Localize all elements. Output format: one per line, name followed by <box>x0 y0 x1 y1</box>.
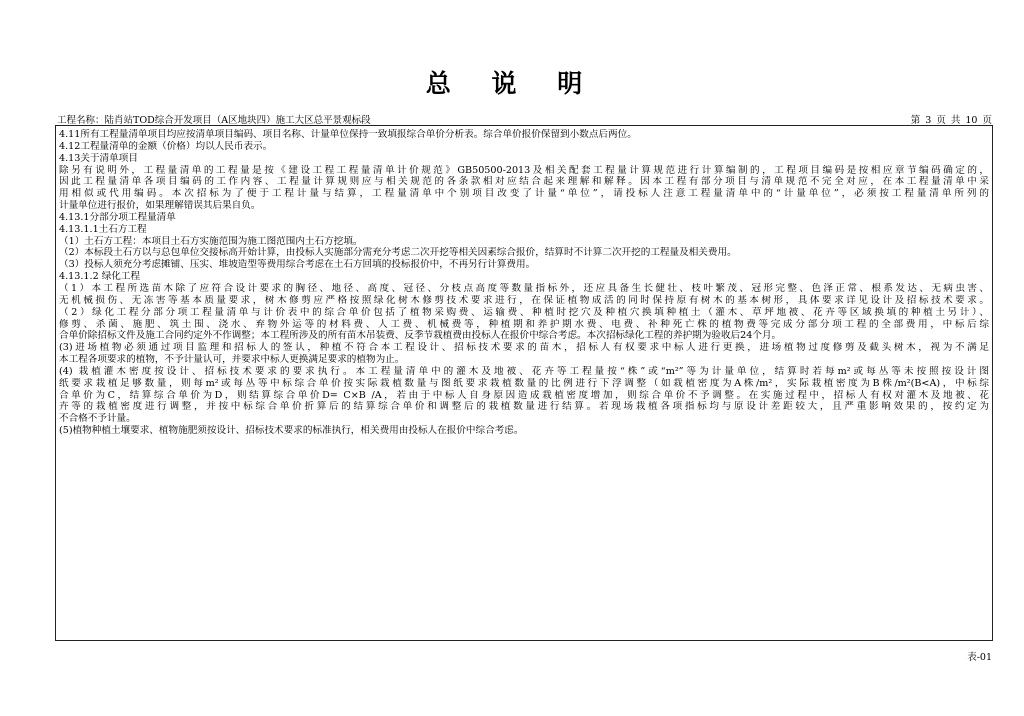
text-line: 用相似或代用编码。本次招标为了便于工程计量与结算，工程量清单中个别项目改变了计量“单位”，请投标人注意工程量清单中的“计量单位”，必须按工程量清单所列的 <box>59 188 989 200</box>
text-line: 纸要求栽植足够数量，则每m²或每丛等中标综合单价按实际栽植数量与图纸要求栽植数量的比例进行下浮调整（如栽植密度为A株/m²，实际栽植密度为B株/m²(B<A)，中标综 <box>59 377 989 389</box>
page-indicator: 第 3 页 共 10 页 <box>910 115 992 126</box>
text-line: (4) 栽植灌木密度按设计、招标技术要求的要求执行。本工程量清单中的灌木及地被、花卉等工程量按“株”或“m²”等为计量单位，结算时若每m²或每丛等未按照按设计图 <box>59 365 989 377</box>
text-line: 4.13.1.2 绿化工程 <box>59 271 141 283</box>
table-code: 表-01 <box>967 652 992 663</box>
project-name: 工程名称：陆肖站TOD综合开发项目（A区地块四）施工大区总平景观标段 <box>57 115 371 126</box>
text-line: （1）本工程所选苗木除了应符合设计要求的胸径、地径、高度、冠径、分枝点高度等数量指标外，还应具备生长健壮、枝叶繁茂、冠形完整、色泽正常、根系发达、无病虫害、 <box>59 282 989 294</box>
notes-body <box>59 129 989 437</box>
text-line: (5)植物种植土壤要求、植物施肥须按设计、招标技术要求的标准执行，相关费用由投标人在报价中综合考虑。 <box>59 425 524 437</box>
text-line: (3)进场植物必须通过项目监理和招标人的签认，种植不符合本工程设计、招标技术要求的苗木，招标人有权要求中标人进行更换，进场植物过度修剪及截头树木，视为不满足 <box>59 342 989 354</box>
text-line: 4.13.1分部分项工程量清单 <box>59 211 176 223</box>
text-line: 无机械损伤、无冻害等基本质量要求，树木修剪应严格按照绿化树木修剪技术要求进行，在保证植物成活的同时保持原有树木的基本树形，具体要求详见设计及招标技术要求。 <box>59 294 989 306</box>
document-title: 总 说 明 <box>425 69 599 98</box>
text-line: 本工程各项要求的植物，不予计量认可，并要求中标人更换满足要求的植物为止。 <box>59 354 405 366</box>
text-line: 4.11所有工程量清单项目均应按清单项目编码、项目名称、计量单位保持一致填报综合单价分析表。综合单价报价保留到小数点后两位。 <box>59 129 637 140</box>
text-line: 计量单位进行报价，如果理解错误其后果自负。 <box>59 200 261 212</box>
text-line: 4.13关于清单项目 <box>59 152 138 164</box>
content-frame <box>55 125 993 641</box>
text-line: （2）绿化工程分部分项工程量清单与计价表中的综合单价包括了植物采购费、运输费、种植时挖穴及种植穴换填种植土（灌木、草坪地被、花卉等区域换填的种植土另计）、 <box>59 306 989 318</box>
text-line: （2）本标段土石方以与总包单位交接标高开始计算，由投标人实施部分需充分考虑二次开挖等相关因素综合报价，结算时不计算二次开挖的工程量及相关费用。 <box>59 247 737 259</box>
text-line: 不合格不予计量。 <box>59 413 136 425</box>
text-line: 因此工程量清单各项目编码的工作内容、工程量计算规则应与相关规范的各条款相对应结合起来理解和解释。因本工程有部分项目与清单规范不完全对应，在本工程量清单中采 <box>59 176 989 188</box>
text-line: （1）土石方工程：本项目土石方实施范围为施工图范围内土石方挖填。 <box>59 235 363 247</box>
text-line: 修剪、杀菌、施肥、筑土围、浇水、弃物外运等的材料费、人工费、机械费等，种植期和养护期水费、电费、补种死亡株的植物费等完成分部分项工程的全部费用，中标后综 <box>59 318 989 330</box>
text-line: 4.13.1.1土石方工程 <box>59 223 147 235</box>
text-line: 合单价为C，结算综合单价为D，则结算综合单价D= C×B /A，若由于中标人自身原因造成栽植密度增加，则综合单价不予调整。在实施过程中，招标人有权对灌木及地被、花 <box>59 389 989 401</box>
text-line: （3）投标人须充分考虑摊铺、压实、堆坡造型等费用综合考虑在土石方回填的投标报价中，不再另行计算费用。 <box>59 259 536 271</box>
text-line: 4.12工程量清单的金额（价格）均以人民币表示。 <box>59 140 273 152</box>
text-line: 除另有说明外，工程量清单的工程量是按《建设工程工程量清单计价规范》GB50500-2013及相关配套工程量计算规范进行计算编制的，工程项目编码是按相应章节编码确定的， <box>59 164 989 176</box>
text-line: 合单价除招标文件及施工合同约定外不作调整；本工程所涉及的所有苗木吊装费、反季节栽植费由投标人在报价中综合考虑。本次招标绿化工程的养护期为验收后24个月。 <box>59 330 782 342</box>
text-line: 卉等的栽植密度进行调整，并按中标综合单价折算后的结算综合单价和调整后的栽植数量进行结算。若现场栽植各项指标均与原设计差距较大，且严重影响效果的，按约定为 <box>59 401 989 413</box>
